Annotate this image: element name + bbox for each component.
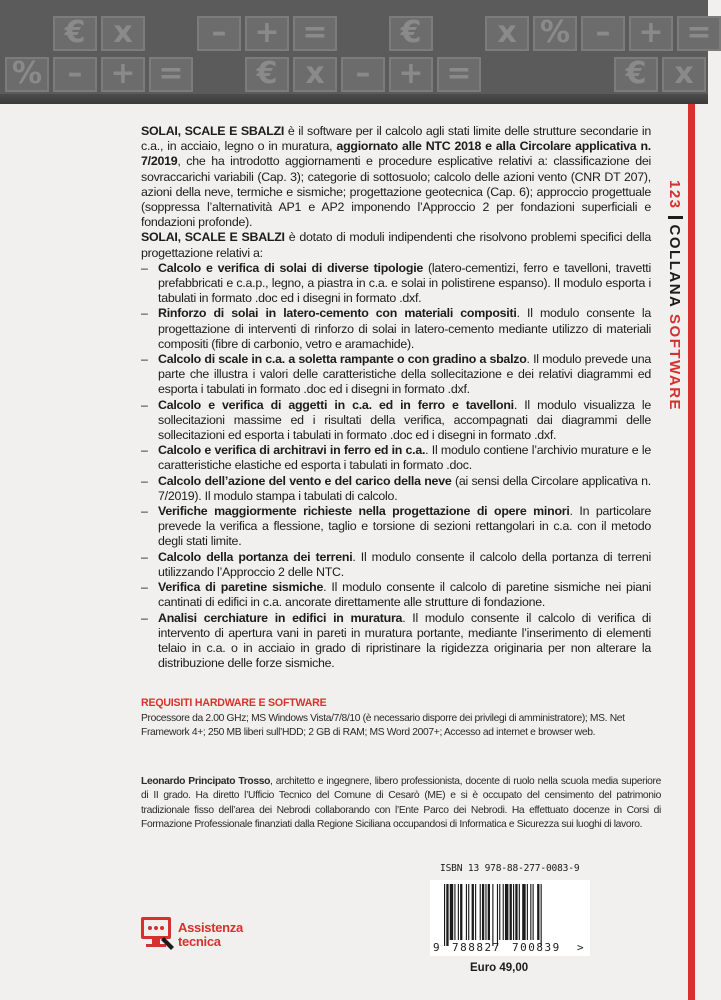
times-symbol-tile: x — [485, 16, 529, 51]
euro-symbol-tile: € — [389, 16, 433, 51]
barcode-bar — [537, 884, 539, 940]
module-title: Verifica di paretine sismiche — [158, 580, 324, 595]
times-symbol-tile: x — [101, 16, 145, 51]
plus-symbol-tile: + — [629, 16, 673, 51]
barcode-bar — [475, 884, 476, 940]
barcode-bar — [454, 884, 455, 940]
header-band — [0, 0, 712, 104]
barcode-bar — [527, 884, 528, 940]
modules-intro-paragraph — [141, 230, 651, 260]
module-description: (latero-cementizi, ferro e tavelloni, travetti prefabbricati e c.a.p., legno, a piastra in c.a. e solai in polistirene espanso). Il modulo esporta i tabulati in formato .doc ed i disegni in formato .dxf. — [158, 260, 651, 306]
plus-symbol-tile: + — [389, 57, 433, 92]
percent-symbol-tile: % — [5, 57, 49, 92]
isbn-label: ISBN 13 978-88-277-0083-9 — [440, 863, 580, 874]
module-title: Calcolo dell’azione del vento e del carico della neve — [158, 473, 452, 488]
product-title: SOLAI, SCALE E SBALZI — [141, 124, 285, 138]
list-item — [141, 443, 651, 473]
barcode-bar — [515, 884, 517, 940]
euro-symbol-tile: € — [614, 57, 658, 92]
module-description: . Il modulo contiene l’archivio murature e le caratteristiche elastiche ed esporta i tabulati in formato .doc. — [158, 443, 651, 473]
euro-symbol-tile: € — [53, 16, 97, 51]
intro-text-continued: , che ha introdotto aggiornamenti e procedure esplicative relativi a: classificazione dei sovraccarichi variabili (Cap. 3); categorie di sottosuolo; calcolo delle azioni vento (CNR DT 207), azioni della neve, termiche e sismiche; progettazione geotecnica (Cap. 6); approccio progettuale (soppressa l’alternatività AP1 e AP2 imponendo l’Approccio 2 per fondazioni superficiali e fondazioni profonde). — [141, 154, 651, 230]
barcode-bar — [513, 884, 514, 940]
modules-list — [141, 261, 651, 671]
module-description: . Il modulo visualizza le sollecitazioni massime ed i risultati della verifica, accompagnati dai diagrammi delle sollecitazioni ed esporta i tabulati in formato .doc ed i disegni in formato .dxf. — [158, 397, 652, 443]
barcode-group-2: 700839 — [512, 941, 561, 954]
equals-symbol-tile: = — [293, 16, 337, 51]
minus-symbol-tile: – — [341, 57, 385, 92]
list-item — [141, 474, 651, 504]
barcode-bar — [541, 884, 542, 946]
description-body — [141, 124, 651, 671]
module-title: Calcolo della portanza dei terreni — [158, 549, 353, 564]
series-word: COLLANA — [666, 224, 683, 309]
times-symbol-tile: x — [662, 57, 706, 92]
barcode-bar — [522, 884, 525, 940]
module-title: Calcolo e verifica di solai di diverse tipologie — [158, 260, 424, 275]
modules-intro-text: è dotato di moduli indipendenti che risolvono problemi specifici della progettazione relativi a: — [141, 230, 651, 260]
support-logo-label — [178, 921, 243, 949]
intro-text: è il software per il calcolo agli stati limite delle strutture secondarie in c.a., in acciaio, legno o in muratura, — [141, 124, 651, 154]
barcode-bars — [444, 884, 542, 946]
minus-symbol-tile: – — [581, 16, 625, 51]
list-item — [141, 261, 651, 307]
list-item — [141, 504, 651, 550]
spine-divider — [668, 216, 683, 219]
module-description: . Il modulo consente il calcolo di paretine sismiche nei piani cantinati di edifici in c.a. ancorate direttamente alle strutture di fondazione. — [158, 580, 651, 610]
equals-symbol-tile: = — [437, 57, 481, 92]
price-label: Euro 49,00 — [470, 962, 529, 974]
module-description: . Il modulo consente il calcolo della portanza di terreni utilizzando l’Approccio 2 delle NTC. — [158, 549, 651, 579]
header-shadow — [0, 94, 708, 104]
module-title: Calcolo di scale in c.a. a soletta rampante o con gradino a sbalzo — [158, 352, 527, 367]
module-title: Calcolo e verifica di architravi in ferro ed in c.a. — [158, 443, 426, 458]
barcode — [430, 880, 590, 956]
barcode-bar — [492, 884, 493, 946]
barcode-bar — [468, 884, 469, 940]
product-title: SOLAI, SCALE E SBALZI — [141, 230, 285, 245]
list-item — [141, 611, 651, 672]
update-highlight: aggiornato alle NTC 2018 e alla Circolare applicativa n. 7/2019 — [141, 139, 652, 169]
spine-accent-rule — [688, 104, 695, 1000]
minus-symbol-tile: – — [53, 57, 97, 92]
requirements-text: Processore da 2.00 GHz; MS Windows Vista/7/8/10 (è necessario disporre dei privilegi di amministratore); MS. Net Framework 4+; 250 MB liberi sull’HDD; 2 GB di RAM; MS Word 2007+; Accesso ad internet e browser web. — [141, 713, 625, 738]
module-title: Rinforzo di solai in latero-cemento con materiali compositi — [158, 306, 517, 321]
barcode-bar — [499, 884, 500, 940]
module-description: . Il modulo consente il calcolo di verifica di intervento di apertura vani in pareti in muratura portante, mediante l’inserimento di elementi telaio in c.a. o in acciaio in grado di ripristinare la rigidezza originaria per non alterare la distribuzione delle forze sismiche. — [158, 610, 651, 671]
barcode-bar — [472, 884, 474, 940]
author-name: Leonardo Principato Trosso — [141, 776, 271, 787]
barcode-bar — [519, 884, 520, 940]
barcode-bar — [530, 884, 531, 940]
euro-symbol-tile: € — [245, 57, 289, 92]
barcode-end-mark: > — [577, 941, 584, 954]
module-description: . In particolare prevede la verifica a flessione, taglio e torsione di sezioni rettangolari in c.a. con il metodo degli stati limite. — [158, 504, 652, 549]
module-title: Calcolo e verifica di aggetti in c.a. ed in ferro e tavelloni — [158, 397, 514, 412]
plus-symbol-tile: + — [245, 16, 289, 51]
module-description: (ai sensi della Circolare applicativa n. 7/2019). Il modulo stampa i tabulati di calcolo. — [158, 473, 651, 503]
support-logo — [140, 915, 280, 955]
barcode-bar — [485, 884, 486, 940]
barcode-bar — [458, 884, 459, 940]
author-bio — [141, 775, 661, 833]
barcode-bar — [503, 884, 504, 940]
equals-symbol-tile: = — [677, 16, 721, 51]
requirements-heading: REQUISITI HARDWARE E SOFTWARE — [141, 697, 327, 709]
barcode-bar — [510, 884, 512, 940]
plus-symbol-tile: + — [101, 57, 145, 92]
module-title: Analisi cerchiature in edifici in muratura — [158, 610, 403, 625]
minus-symbol-tile: – — [197, 16, 241, 51]
list-item — [141, 352, 651, 398]
list-item — [141, 306, 651, 352]
equals-symbol-tile: = — [149, 57, 193, 92]
logo-line-1: Assistenza — [178, 920, 243, 935]
series-spine — [664, 180, 684, 411]
percent-symbol-tile: % — [533, 16, 577, 51]
barcode-bar — [460, 884, 462, 940]
barcode-bar — [505, 884, 508, 940]
barcode-bar — [444, 884, 445, 946]
list-item — [141, 550, 651, 580]
logo-line-2: tecnica — [178, 934, 221, 949]
list-item — [141, 580, 651, 610]
series-name: SOFTWARE — [666, 314, 683, 412]
list-item — [141, 398, 651, 444]
barcode-first-digit: 9 — [433, 941, 440, 954]
barcode-bar — [533, 884, 534, 940]
module-description: . Il modulo prevede una parte che illustra i valori delle caratteristiche della sollecitazione e dei relativi diagrammi ed esporta i tabulati in formato .doc ed i disegni in formato .dxf. — [158, 352, 652, 397]
barcode-bar — [488, 884, 490, 940]
barcode-bar — [482, 884, 484, 940]
barcode-bar — [497, 884, 498, 946]
intro-paragraph — [141, 124, 651, 230]
module-title: Verifiche maggiormente richieste nella progettazione di opere minori — [158, 504, 570, 519]
series-number: 123 — [666, 180, 683, 210]
barcode-bar — [446, 884, 448, 946]
support-monitor-icon — [140, 915, 176, 955]
barcode-bar — [450, 884, 453, 940]
barcode-bar — [480, 884, 481, 940]
barcode-group-1: 788827 — [452, 941, 501, 954]
times-symbol-tile: x — [293, 57, 337, 92]
author-description: , architetto e ingegnere, libero professionista, docente di ruolo nella scuola media superiore di II grado. Ha diretto l’Ufficio Tecnico del Comune di Cesarò (ME) e si è occupato del censimento del patrimonio tradizionale fisso dell’area dei Nebrodi collaborando con l’Ente Parco dei Nebrodi. Ha effettuato docenze in Corsi di Formazione Professionale finanziati dalla Regione Siciliana occupandosi di Informatica e Sicurezza sui luoghi di lavoro. — [141, 776, 661, 831]
barcode-bar — [466, 884, 467, 940]
module-description: . Il modulo consente la progettazione di interventi di rinforzo di solai in latero-cemento mediante utilizzo di materiali compositi (fibre di carbonio, vetro e aramachide). — [158, 306, 652, 351]
